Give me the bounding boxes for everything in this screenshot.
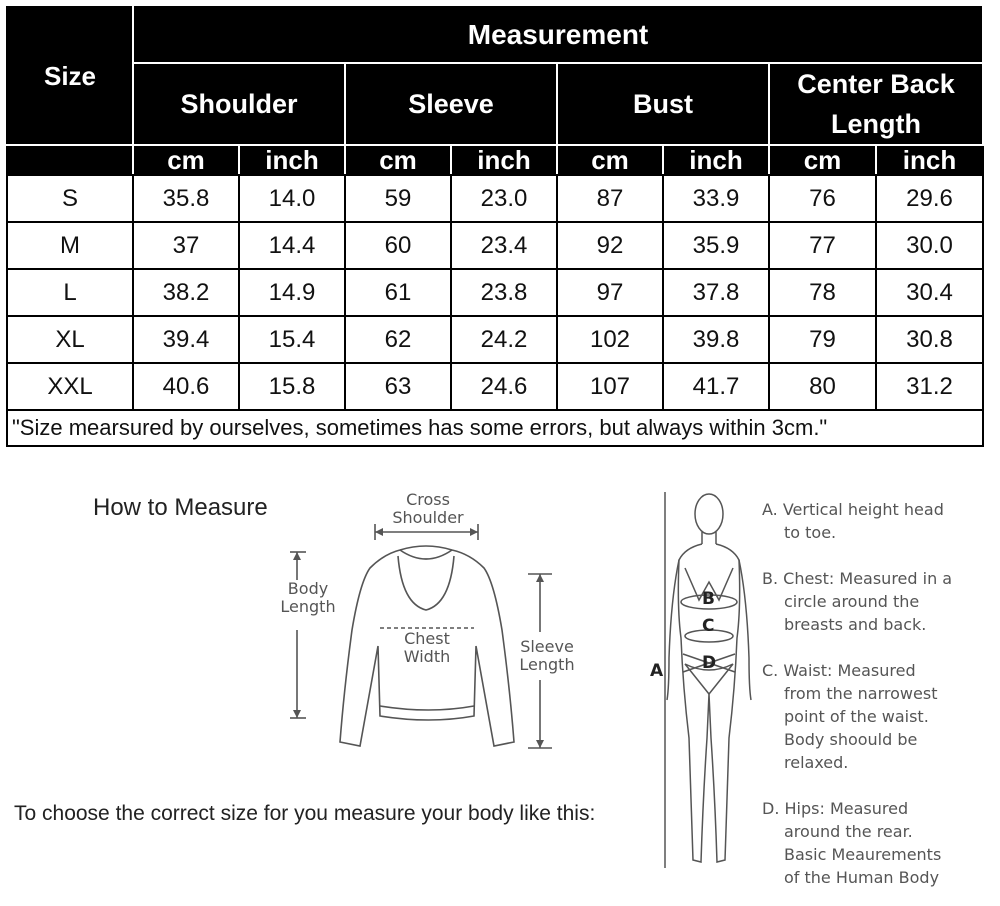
table-cell: 37 [133,222,239,269]
size-cell: S [7,175,133,222]
group-header-sleeve: Sleeve [345,63,557,145]
unit-header: inch [876,145,983,175]
table-cell: 40.6 [133,363,239,410]
table-row [7,222,983,269]
table-cell: 30.4 [876,269,983,316]
table-cell: 39.8 [663,316,769,363]
sleeve-length-label: Sleeve Length [519,637,575,674]
table-cell: 87 [557,175,663,222]
body-figure [655,488,755,878]
table-cell: 14.9 [239,269,345,316]
legend-item-c: C. Waist: Measured from the narrowest point of the waist. Body shoould be relaxed. [762,661,938,772]
figure-letter-b: B [702,589,715,609]
table-row [7,175,983,222]
table-cell: 62 [345,316,451,363]
table-cell: 24.6 [451,363,557,410]
measurement-header: Measurement [133,7,983,63]
unit-header: inch [239,145,345,175]
table-cell: 23.8 [451,269,557,316]
table-cell: 77 [769,222,876,269]
figure-letter-d: D [702,653,717,673]
unit-header: cm [769,145,876,175]
table-cell: 97 [557,269,663,316]
unit-header: inch [663,145,769,175]
cross-shoulder-label: Cross Shoulder [392,490,464,527]
unit-header: cm [133,145,239,175]
table-cell: 33.9 [663,175,769,222]
figure-letter-a: A [650,661,664,681]
table-cell: 30.0 [876,222,983,269]
legend-item-a: A. Vertical height head to toe. [762,500,944,542]
group-header-shoulder: Shoulder [133,63,345,145]
table-cell: 30.8 [876,316,983,363]
table-cell: 61 [345,269,451,316]
table-cell: 79 [769,316,876,363]
chest-width-label: Chest Width [403,629,451,666]
table-cell: 35.8 [133,175,239,222]
body-length-label: Body Length [280,579,336,616]
table-cell: 23.4 [451,222,557,269]
legend-item-b: B. Chest: Measured in a circle around the breasts and back. [762,569,953,634]
size-cell: XL [7,316,133,363]
table-cell: 15.8 [239,363,345,410]
size-cell: M [7,222,133,269]
table-cell: 107 [557,363,663,410]
unit-header: inch [451,145,557,175]
group-header-bust: Bust [557,63,769,145]
size-cell: XXL [7,363,133,410]
table-cell: 59 [345,175,451,222]
table-row [7,269,983,316]
size-header: Size [7,7,133,145]
size-chart-table [6,6,984,447]
table-cell: 24.2 [451,316,557,363]
table-cell: 14.4 [239,222,345,269]
table-cell: 39.4 [133,316,239,363]
figure-letter-c: C [702,616,715,636]
table-cell: 63 [345,363,451,410]
how-to-measure-title: How to Measure [93,494,268,521]
measurement-note: "Size mearsured by ourselves, sometimes has some errors, but always within 3cm." [7,410,983,446]
table-cell: 92 [557,222,663,269]
table-cell: 80 [769,363,876,410]
table-cell: 14.0 [239,175,345,222]
table-cell: 31.2 [876,363,983,410]
table-cell: 76 [769,175,876,222]
legend-item-d: D. Hips: Measured around the rear. Basic Meaurements of the Human Body [762,799,942,887]
table-cell: 38.2 [133,269,239,316]
choose-size-instruction: To choose the correct size for you measure your body like this: [14,802,596,825]
table-cell: 29.6 [876,175,983,222]
table-cell: 78 [769,269,876,316]
table-cell: 60 [345,222,451,269]
table-cell: 102 [557,316,663,363]
table-cell: 41.7 [663,363,769,410]
unit-spacer [7,145,133,175]
unit-header: cm [557,145,663,175]
table-row [7,316,983,363]
table-row [7,363,983,410]
group-header-center-back-length: Center Back Length [769,63,983,145]
table-cell: 23.0 [451,175,557,222]
table-cell: 15.4 [239,316,345,363]
size-cell: L [7,269,133,316]
unit-header: cm [345,145,451,175]
table-cell: 37.8 [663,269,769,316]
table-cell: 35.9 [663,222,769,269]
sweater-diagram [280,520,570,760]
